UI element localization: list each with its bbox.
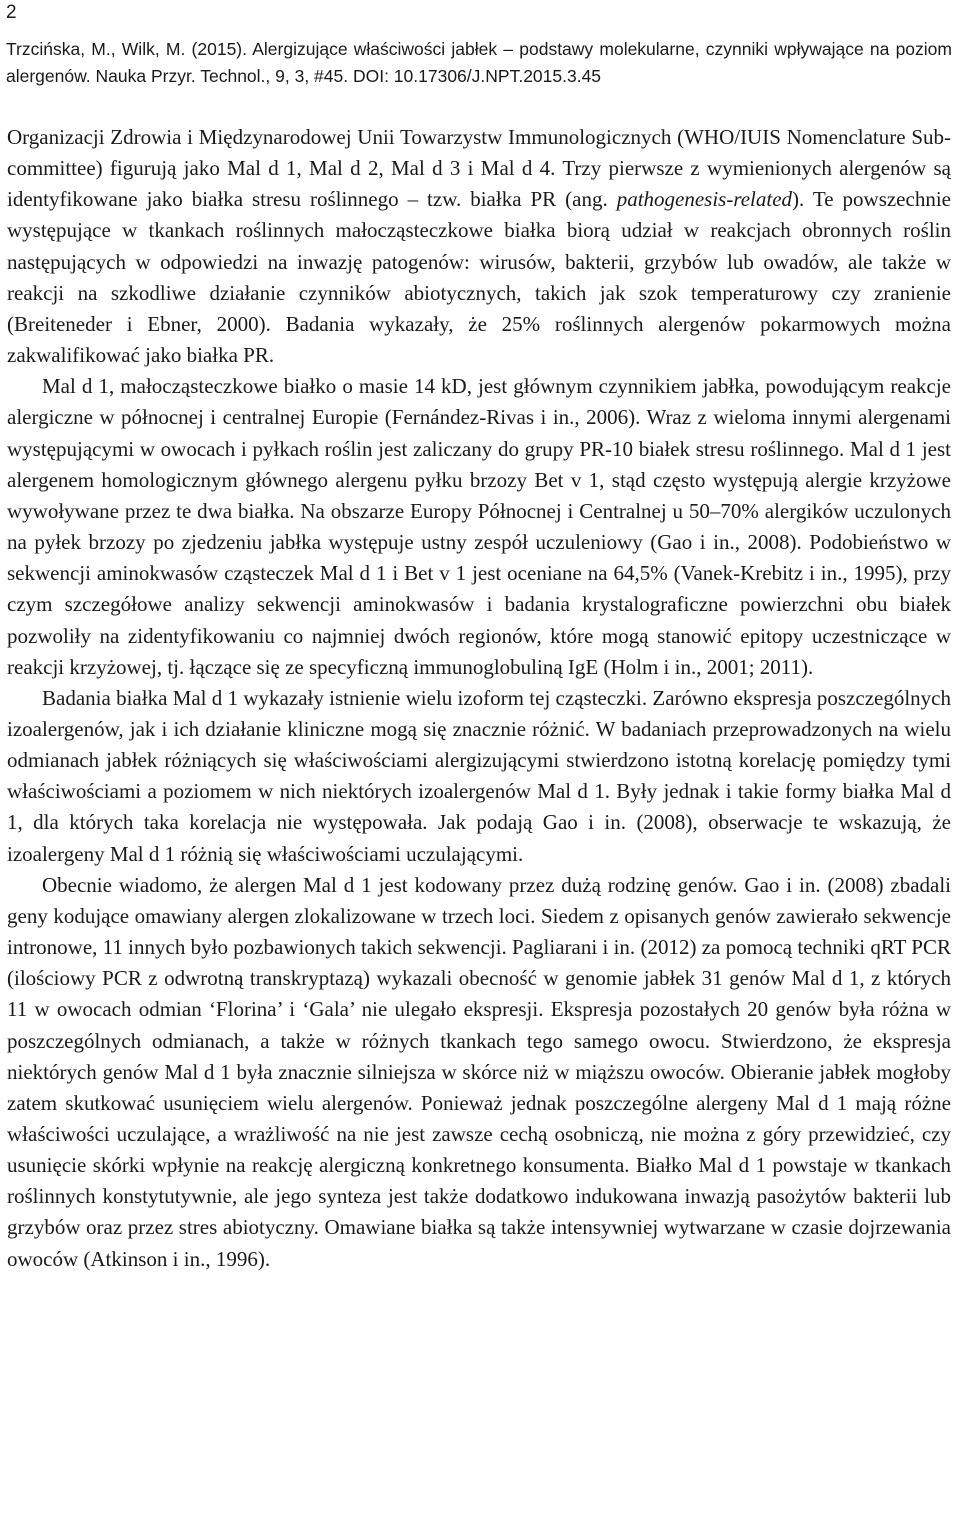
italic-term: pathogenesis-related bbox=[616, 187, 793, 212]
paragraph-mal-d-1: Mal d 1, małocząsteczkowe białko o masie 14 kD, jest głównym czynnikiem jabłka, powodującym reakcje alergiczne w północnej i centralnej Europie (Fernández-Rivas i in., 2006). Wraz z wieloma innymi alergenami występującymi w owocach i pyłkach roślin jest zaliczany do grupy PR-10 białek stresu roślinnego. Mal d 1 jest alergenem homologicznym głównego alergenu pyłku brzozy Bet v 1, stąd często występują alergie krzyżowe wywoływane przez te dwa białka. Na obszarze Europy Północnej i Centralnej u 50–70% alergików uczulonych na pyłek brzozy po zjedzeniu jabłka występuje ustny zespół uczuleniowy (Gao i in., 2008). Podobieństwo w sekwencji aminokwasów cząsteczek Mal d 1 i Bet v 1 jest oceniane na 64,5% (Vanek-Krebitz i in., 1995), przy czym szczegółowe analizy sekwencji aminokwasów i badania krystalograficzne powierzchni obu białek pozwoliły na zidentyfikowaniu co najmniej dwóch regionów, które mogą stanowić epitopy uczestniczące w reakcji krzyżowej, tj. łączące się ze specyficzną immunoglobuliną IgE (Holm i in., 2001; 2011). bbox=[7, 374, 951, 679]
article-body bbox=[7, 122, 951, 1275]
paragraph-text: ). Te powszechnie występujące w tkankach roślinnych małocząsteczkowe białka biorą udział w reakcjach obronnych roślin następujących w odpowiedzi na inwazję patogenów: wirusów, bakterii, grzybów lub owadów, ale także w reakcji na szkodliwe działanie czynników abiotycznych, takich jak szok temperaturowy czy zranienie (Breiteneder i Ebner, 2000). Badania wykazały, że 25% roślinnych alergenów pokarmowych można zakwalifikować jako białka PR. bbox=[7, 187, 951, 368]
article-citation: Trzcińska, M., Wilk, M. (2015). Alergizujące właściwości jabłek – podstawy molekularne, czynniki wpływające na poziom alergenów. Nauka Przyr. Technol., 9, 3, #45. DOI: 10.17306/J.NPT.2015.3.45 bbox=[6, 39, 952, 86]
paragraph-text: Organizacji Zdrowia i Międzynarodowej Unii Towarzystw Immunologicznych (WHO/IUIS Nomenclature Sub-committee) figurują jako Mal d 1, Mal d 2, Mal d 3 i Mal d 4. Trzy pierwsze z wymienionych alergenów są identyfikowane jako białka stresu roślinnego – tzw. białka PR (ang. bbox=[7, 125, 951, 212]
page-number: 2 bbox=[6, 2, 17, 23]
paragraph-who-iuis-nomenclature bbox=[7, 122, 951, 371]
paragraph-isoforms: Badania białka Mal d 1 wykazały istnienie wielu izoform tej cząsteczki. Zarówno ekspresja poszczególnych izoalergenów, jak i ich działanie kliniczne mogą się znacznie różnić. W badaniach przeprowadzonych na wielu odmianach jabłek różniących się właściwościami alergizującymi stwierdzono istotną korelację pomiędzy tymi właściwościami a poziomem w nich niektórych izoalergenów Mal d 1. Były jednak i takie formy białka Mal d 1, dla których taka korelacja nie występowała. Jak podają Gao i in. (2008), obserwacje te wskazują, że izoalergeny Mal d 1 różnią się właściwościami uczulającymi. bbox=[7, 685, 951, 866]
paragraph-gene-family: Obecnie wiadomo, że alergen Mal d 1 jest kodowany przez dużą rodzinę genów. Gao i in. (2008) zbadali geny kodujące omawiany alergen zlokalizowane w trzech loci. Siedem z opisanych genów zawierało sekwencje intronowe, 11 innych było pozbawionych takich sekwencji. Pagliarani i in. (2012) za pomocą techniki qRT PCR (ilościowy PCR z odwrotną transkryptazą) wykazali obecność w genomie jabłek 31 genów Mal d 1, z których 11 w owocach odmian ‘Florina’ i ‘Gala’ nie ulegało ekspresji. Ekspresja pozostałych 20 genów była różna w poszczególnych odmianach, a także w różnych tkankach tego samego owocu. Stwierdzono, że ekspresja niektórych genów Mal d 1 była znacznie silniejsza w skórce niż w miąższu owoców. Obieranie jabłek mogłoby zatem skutkować usunięciem wielu alergenów. Ponieważ jednak poszczególne alergeny Mal d 1 mają różne właściwości uczulające, a wrażliwość na nie jest zawsze cechą osobniczą, nie można z góry przewidzieć, czy usunięcie skórki wpłynie na reakcję alergiczną konkretnego konsumenta. Białko Mal d 1 powstaje w tkankach roślinnych konstytutywnie, ale jego synteza jest także dodatkowo indukowana inwazją pasożytów bakterii lub grzybów oraz przez stres abiotyczny. Omawiane białka są także intensywniej wytwarzane w czasie dojrzewania owoców (Atkinson i in., 1996). bbox=[7, 872, 951, 1271]
